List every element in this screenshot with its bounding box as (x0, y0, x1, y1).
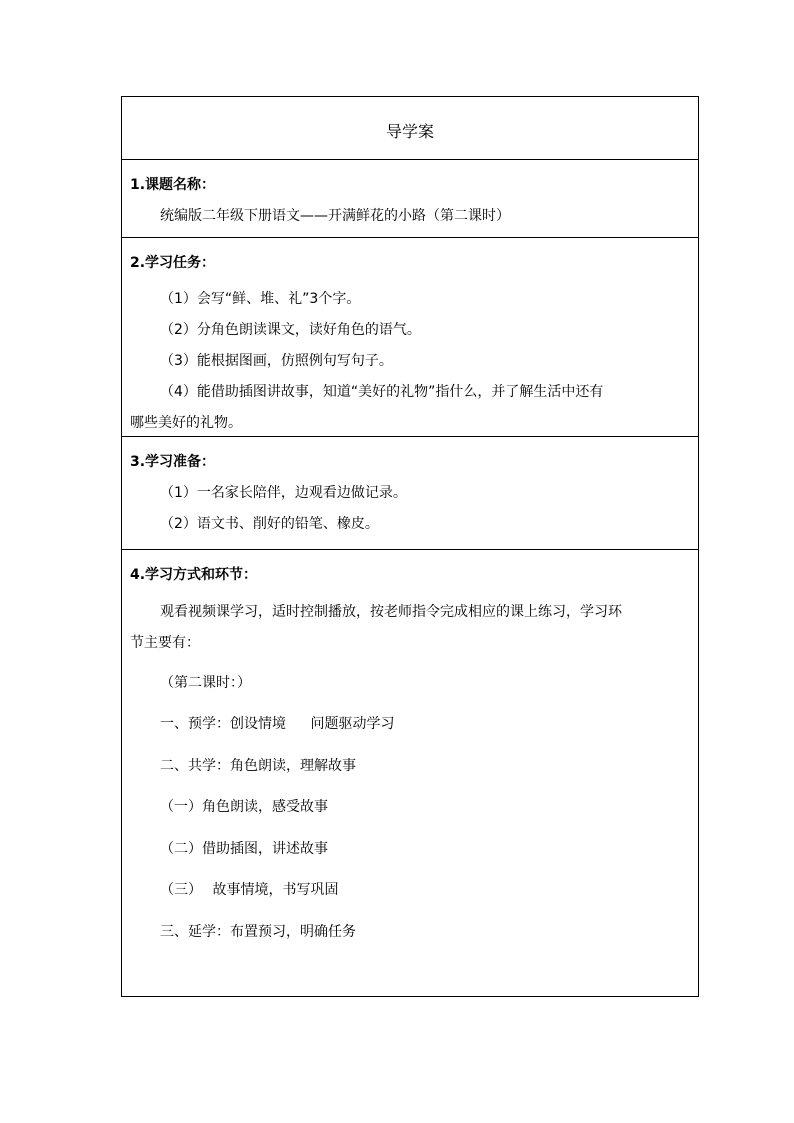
lesson-plan-table (121, 96, 699, 997)
topic-heading: 1.课题名称： (130, 177, 216, 193)
task-item-3: （3）能根据图画，仿照例句写句子。 (160, 353, 393, 369)
method-step-1: 一、预学：创设情境 问题驱动学习 (160, 716, 395, 732)
method-heading: 4.学习方式和环节： (130, 567, 258, 583)
method-step-0: （第二课时：） (160, 675, 251, 691)
task-item-2: （2）分角色朗读课文，读好角色的语气。 (160, 322, 421, 338)
doc-title: 导学案 (385, 122, 434, 141)
method-step-2: 二、共学：角色朗读，理解故事 (160, 758, 356, 774)
method-intro-line-2: 节主要有： (130, 635, 200, 651)
tasks-heading: 2.学习任务： (130, 255, 216, 271)
topic-content: 统编版二年级下册语文——开满鲜花的小路（第二课时） (160, 208, 510, 224)
preparation-item-1: （1）一名家长陪伴，边观看边做记录。 (160, 485, 407, 501)
method-step-3: 三、延学：布置预习，明确任务 (160, 924, 356, 940)
section-preparation (122, 437, 698, 550)
preparation-heading: 3.学习准备： (130, 454, 216, 470)
task-item-4-cont: 哪些美好的礼物。 (130, 415, 242, 431)
method-step-2-1: （一）角色朗读，感受故事 (160, 799, 328, 815)
title-row (122, 97, 698, 160)
method-step-2-3: （三） 故事情境，书写巩固 (160, 882, 339, 898)
task-item-1: （1）会写“鲜、堆、礼”3个字。 (160, 291, 361, 307)
section-tasks (122, 238, 698, 437)
method-intro-line-1: 观看视频课学习，适时控制播放，按老师指令完成相应的课上练习，学习环 (160, 604, 622, 620)
method-step-2-2: （二）借助插图，讲述故事 (160, 841, 328, 857)
preparation-item-2: （2）语文书、削好的铅笔、橡皮。 (160, 516, 379, 532)
task-item-4: （4）能借助插图讲故事，知道“美好的礼物”指什么，并了解生活中还有 (160, 384, 604, 400)
section-method (122, 550, 698, 996)
section-topic (122, 160, 698, 238)
